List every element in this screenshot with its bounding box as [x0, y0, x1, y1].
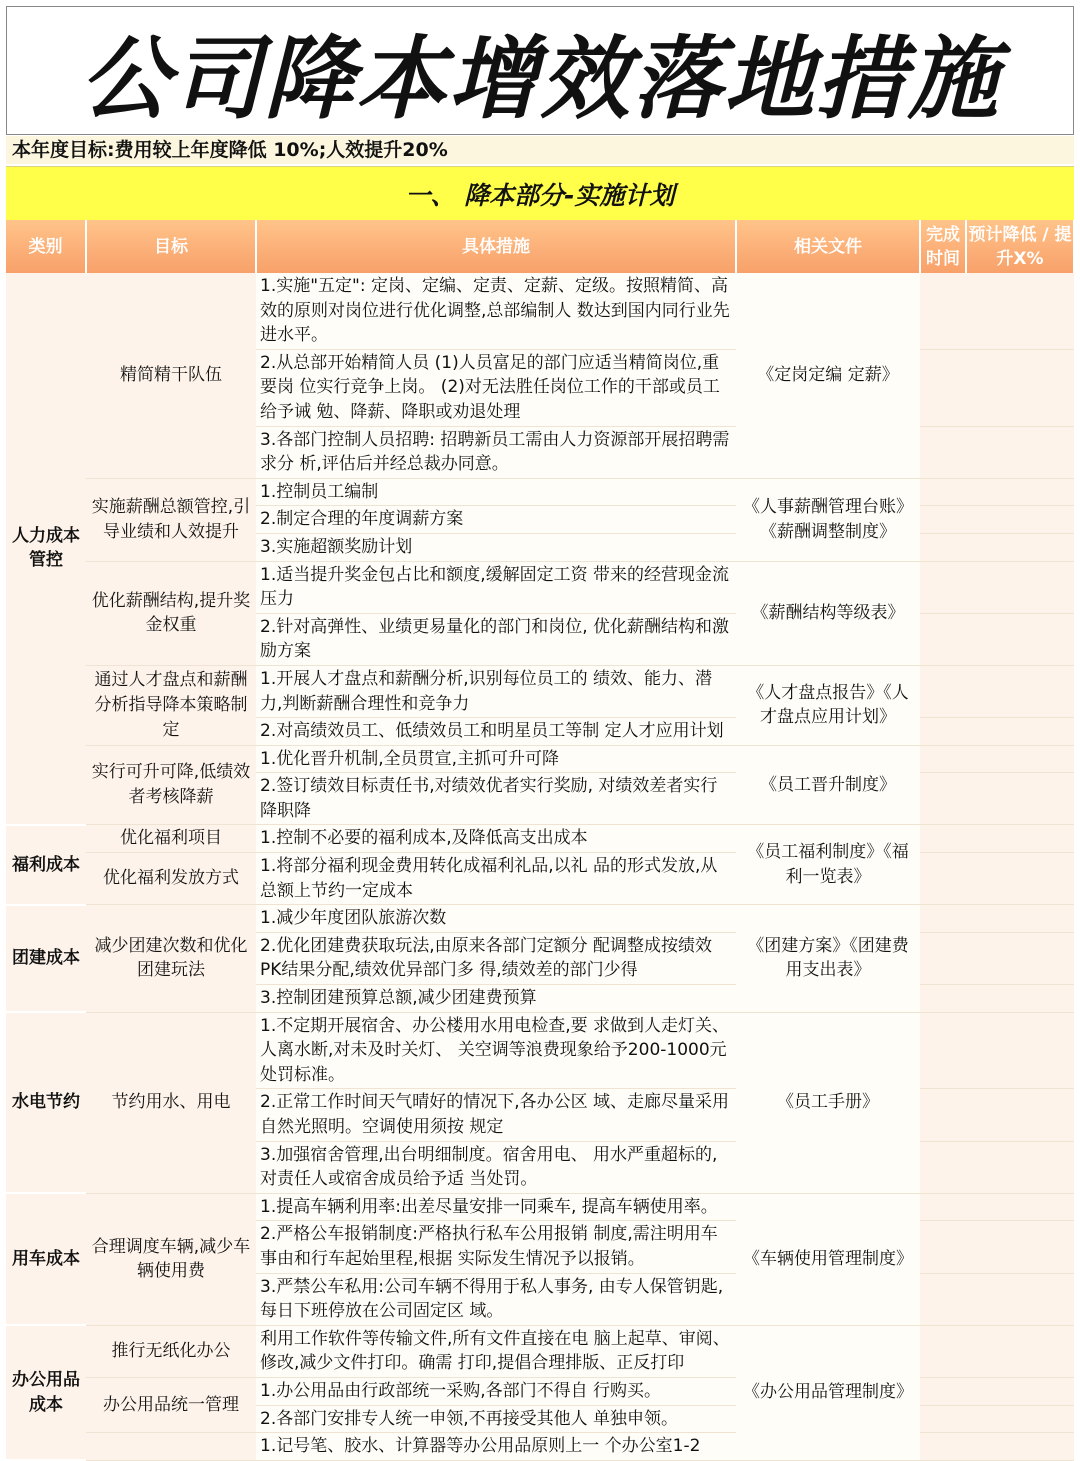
- done-time-cell: [920, 426, 966, 478]
- header-goal: 目标: [86, 220, 256, 273]
- category-cell: 用车成本: [6, 1193, 86, 1325]
- done-time-cell: [920, 1433, 966, 1461]
- measure-cell: 2.从总部开始精简人员 (1)人员富足的部门应适当精简岗位,重要岗 位实行竞争上岗。 (2)对无法胜任岗位工作的干部或员工给予诫 勉、降薪、降职或劝退处理: [256, 349, 736, 426]
- annual-goal: 本年度目标:费用较上年度降低 10%;人效提升20%: [6, 136, 1074, 164]
- docs-cell: 《员工福利制度》《福利一览表》: [736, 825, 920, 905]
- measure-cell: 3.加强宿舍管理,出台明细制度。宿舍用电、 用水严重超标的,对责任人或宿舍成员给予适 当处罚。: [256, 1141, 736, 1193]
- measure-cell: 1.实施"五定": 定岗、定编、定责、定薪、定级。按照精简、高效的原则对岗位进行优化调整,总部编制人 数达到国内同行业先进水平。: [256, 273, 736, 349]
- table-row: [6, 273, 1074, 349]
- section-title: 一、 降本部分-实施计划: [6, 166, 1074, 220]
- done-time-cell: [920, 273, 966, 349]
- measure-cell: 1.适当提升奖金包占比和额度,缓解固定工资 带来的经营现金流压力: [256, 561, 736, 613]
- done-time-cell: [920, 561, 966, 613]
- reduction-cell: [966, 665, 1074, 717]
- reduction-cell: [966, 773, 1074, 825]
- measure-cell: 1.不定期开展宿舍、办公楼用水用电检查,要 求做到人走灯关、人离水断,对未及时关灯、 关空调等浪费现象给予200-1000元处罚标准。: [256, 1012, 736, 1089]
- measure-cell: 2.严格公车报销制度:严格执行私车公用报销 制度,需注明用车事由和行车起始里程,根据 实际发生情况予以报销。: [256, 1221, 736, 1273]
- measure-cell: 3.各部门控制人员招聘: 招聘新员工需由人力资源部开展招聘需求分 析,评估后并经总裁办同意。: [256, 426, 736, 478]
- reduction-cell: [966, 1141, 1074, 1193]
- measure-cell: 2.对高绩效员工、低绩效员工和明星员工等制 定人才应用计划: [256, 718, 736, 746]
- title-box: [6, 6, 1074, 135]
- measure-cell: 1.优化晋升机制,全员贯宣,主抓可升可降: [256, 745, 736, 773]
- table-row: [6, 665, 1074, 717]
- reduction-cell: [966, 478, 1074, 506]
- reduction-cell: [966, 1433, 1074, 1461]
- goal-cell: 推行无纸化办公: [86, 1325, 256, 1377]
- measure-cell: 3.实施超额奖励计划: [256, 533, 736, 561]
- category-cell: 福利成本: [6, 825, 86, 905]
- measure-cell: 2.针对高弹性、业绩更易量化的部门和岗位, 优化薪酬结构和激励方案: [256, 613, 736, 665]
- goal-cell: 节约用水、用电: [86, 1012, 256, 1193]
- table-row: [6, 561, 1074, 613]
- table-row: [6, 1325, 1074, 1377]
- docs-cell: 《定岗定编 定薪》: [736, 273, 920, 478]
- header-done-time: 完成时间: [920, 220, 966, 273]
- table-row: [6, 1012, 1074, 1089]
- table-header-row: [6, 220, 1074, 273]
- goal-cell: 减少团建次数和优化团建玩法: [86, 905, 256, 1012]
- measure-cell: 1.将部分福利现金费用转化成福利礼品,以礼 品的形式发放,从总额上节约一定成本: [256, 853, 736, 905]
- reduction-cell: [966, 1012, 1074, 1089]
- reduction-cell: [966, 273, 1074, 349]
- table-row: [6, 478, 1074, 506]
- done-time-cell: [920, 1221, 966, 1273]
- measure-cell: 1.控制不必要的福利成本,及降低高支出成本: [256, 825, 736, 853]
- reduction-cell: [966, 613, 1074, 665]
- done-time-cell: [920, 718, 966, 746]
- done-time-cell: [920, 773, 966, 825]
- header-reduction: 预计降低 / 提 升X%: [966, 220, 1074, 273]
- measure-cell: 2.正常工作时间天气晴好的情况下,各办公区 域、走廊尽量采用自然光照明。空调使用须按 规定: [256, 1089, 736, 1141]
- category-cell: 水电节约: [6, 1012, 86, 1193]
- done-time-cell: [920, 853, 966, 905]
- docs-cell: 《员工晋升制度》: [736, 745, 920, 825]
- category-cell: 团建成本: [6, 905, 86, 1012]
- table-row: [6, 825, 1074, 853]
- docs-cell: 《人才盘点报告》《人才盘点应用计划》: [736, 665, 920, 745]
- measure-cell: 1.办公用品由行政部统一采购,各部门不得自 行购买。: [256, 1377, 736, 1405]
- goal-cell: 优化薪酬结构,提升奖金权重: [86, 561, 256, 665]
- cost-reduction-table: [6, 220, 1075, 1461]
- reduction-cell: [966, 853, 1074, 905]
- reduction-cell: [966, 1221, 1074, 1273]
- reduction-cell: [966, 349, 1074, 426]
- done-time-cell: [920, 1193, 966, 1221]
- goal-cell: 优化福利项目: [86, 825, 256, 853]
- docs-cell: 《团建方案》《团建费用支出表》: [736, 905, 920, 1012]
- reduction-cell: [966, 905, 1074, 933]
- done-time-cell: [920, 1273, 966, 1325]
- done-time-cell: [920, 613, 966, 665]
- measure-cell: 1.开展人才盘点和薪酬分析,识别每位员工的 绩效、能力、潜力,判断薪酬合理性和竞争力: [256, 665, 736, 717]
- reduction-cell: [966, 506, 1074, 534]
- done-time-cell: [920, 533, 966, 561]
- reduction-cell: [966, 1273, 1074, 1325]
- header-measures: 具体措施: [256, 220, 736, 273]
- docs-cell: 《人事薪酬管理台账》《薪酬调整制度》: [736, 478, 920, 561]
- measure-cell: 3.控制团建预算总额,减少团建费预算: [256, 985, 736, 1013]
- done-time-cell: [920, 1325, 966, 1377]
- docs-cell: 《车辆使用管理制度》: [736, 1193, 920, 1325]
- done-time-cell: [920, 932, 966, 984]
- table-row: [6, 905, 1074, 933]
- goal-cell: 实施薪酬总额管控,引导业绩和人效提升: [86, 478, 256, 561]
- reduction-cell: [966, 1377, 1074, 1405]
- reduction-cell: [966, 1193, 1074, 1221]
- done-time-cell: [920, 1089, 966, 1141]
- table-row: [6, 1193, 1074, 1221]
- docs-cell: 《员工手册》: [736, 1012, 920, 1193]
- measure-cell: 2.制定合理的年度调薪方案: [256, 506, 736, 534]
- goal-cell: 通过人才盘点和薪酬分析指导降本策略制定: [86, 665, 256, 745]
- measure-cell: 1.控制员工编制: [256, 478, 736, 506]
- done-time-cell: [920, 745, 966, 773]
- category-cell: 办公用品成本: [6, 1325, 86, 1460]
- done-time-cell: [920, 1012, 966, 1089]
- reduction-cell: [966, 825, 1074, 853]
- measure-cell: 1.减少年度团队旅游次数: [256, 905, 736, 933]
- table-row: [6, 745, 1074, 773]
- reduction-cell: [966, 1405, 1074, 1433]
- reduction-cell: [966, 1089, 1074, 1141]
- reduction-cell: [966, 533, 1074, 561]
- category-cell: 人力成本管控: [6, 273, 86, 825]
- done-time-cell: [920, 349, 966, 426]
- done-time-cell: [920, 1377, 966, 1405]
- goal-cell: 实行可升可降,低绩效者考核降薪: [86, 745, 256, 825]
- measure-cell: 1.记号笔、胶水、计算器等办公用品原则上一 个办公室1-2: [256, 1433, 736, 1461]
- done-time-cell: [920, 985, 966, 1013]
- measure-cell: 利用工作软件等传输文件,所有文件直接在电 脑上起草、审阅、修改,减少文件打印。确需 打印,提倡合理排版、正反打印: [256, 1325, 736, 1377]
- docs-cell: 《办公用品管理制度》: [736, 1325, 920, 1460]
- goal-cell: 合理调度车辆,减少车辆使用费: [86, 1193, 256, 1325]
- reduction-cell: [966, 745, 1074, 773]
- measure-cell: 3.严禁公车私用:公司车辆不得用于私人事务, 由专人保管钥匙,每日下班停放在公司固定区 域。: [256, 1273, 736, 1325]
- reduction-cell: [966, 1325, 1074, 1377]
- done-time-cell: [920, 1141, 966, 1193]
- measure-cell: 2.优化团建费获取玩法,由原来各部门定额分 配调整成按绩效PK结果分配,绩效优异部门多 得,绩效差的部门少得: [256, 932, 736, 984]
- measure-cell: 2.签订绩效目标责任书,对绩效优者实行奖励, 对绩效差者实行降职降: [256, 773, 736, 825]
- goal-cell: 精简精干队伍: [86, 273, 256, 478]
- reduction-cell: [966, 561, 1074, 613]
- reduction-cell: [966, 985, 1074, 1013]
- done-time-cell: [920, 665, 966, 717]
- done-time-cell: [920, 1405, 966, 1433]
- reduction-cell: [966, 718, 1074, 746]
- done-time-cell: [920, 905, 966, 933]
- reduction-cell: [966, 932, 1074, 984]
- header-category: 类别: [6, 220, 86, 273]
- measure-cell: 2.各部门安排专人统一申领,不再接受其他人 单独申领。: [256, 1405, 736, 1433]
- done-time-cell: [920, 478, 966, 506]
- reduction-cell: [966, 426, 1074, 478]
- done-time-cell: [920, 506, 966, 534]
- measure-cell: 1.提高车辆利用率:出差尽量安排一同乘车, 提高车辆使用率。: [256, 1193, 736, 1221]
- header-docs: 相关文件: [736, 220, 920, 273]
- goal-cell: 优化福利发放方式: [86, 853, 256, 905]
- goal-cell: 办公用品统一管理: [86, 1377, 256, 1432]
- docs-cell: 《薪酬结构等级表》: [736, 561, 920, 665]
- done-time-cell: [920, 825, 966, 853]
- page-title: 公司降本增效落地措施: [80, 26, 1000, 132]
- goal-cell: [86, 1433, 256, 1461]
